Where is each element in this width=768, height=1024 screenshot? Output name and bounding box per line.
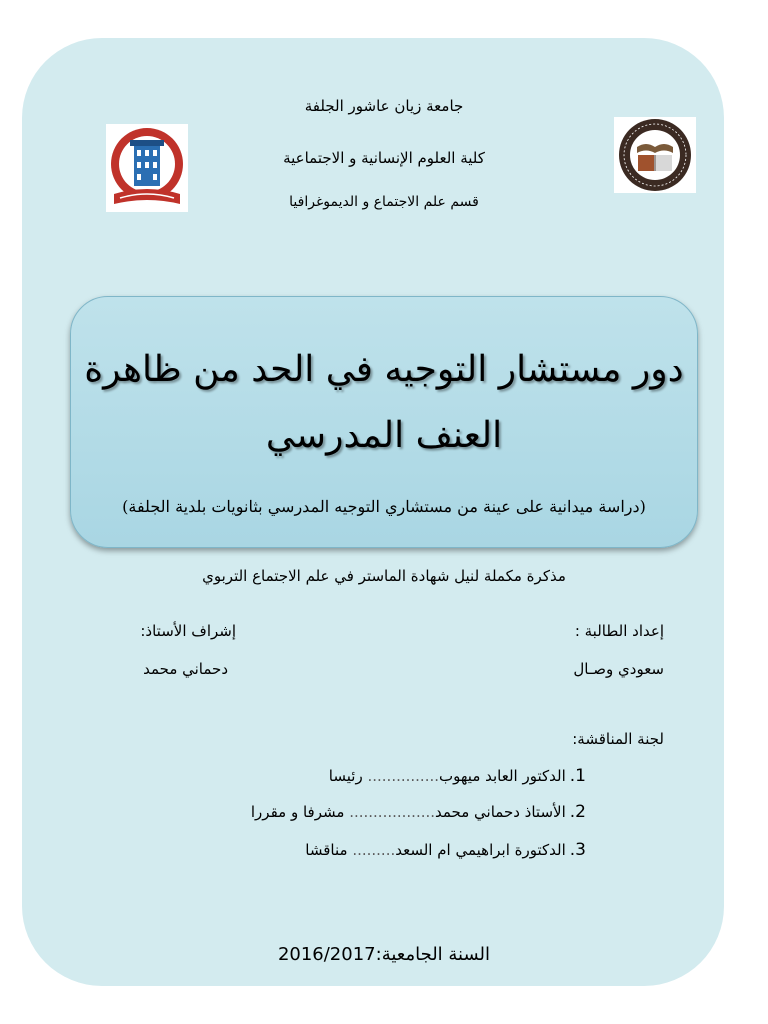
member-name: الدكتورة ابراهيمي ام السعد	[395, 841, 566, 859]
committee-label: لجنة المناقشة:	[572, 730, 664, 748]
thesis-title-line1: دور مستشار التوجيه في الحد من ظاهرة	[84, 349, 684, 390]
member-number: 1.	[569, 766, 586, 786]
thesis-title-line2: العنف المدرسي	[265, 415, 503, 456]
member-role: رئيسا	[328, 767, 363, 785]
member-dots: ...............	[367, 767, 440, 785]
member-number: 3.	[569, 840, 586, 860]
member-role: مشرفا و مقررا	[250, 803, 345, 821]
faculty-name: كلية العلوم الإنسانية و الاجتماعية	[283, 149, 485, 167]
university-name: جامعة زيان عاشور الجلفة	[304, 97, 464, 115]
member-name: الدكتور العابد ميهوب	[439, 767, 566, 785]
member-name: الأستاذ دحماني محمد	[435, 803, 566, 821]
faculty-emblem-icon	[106, 124, 188, 212]
member-number: 2.	[569, 802, 586, 822]
committee-member	[305, 840, 586, 860]
thesis-subtitle: (دراسة ميدانية على عينة من مستشاري التوجيه المدرسي بثانويات بلدية الجلفة)	[122, 497, 646, 516]
academic-year: السنة الجامعية:2016/2017	[277, 944, 491, 965]
supervisor-label: إشراف الأستاذ:	[140, 622, 236, 640]
title-box	[70, 296, 698, 548]
supervisor-name: دحماني محمد	[143, 660, 228, 678]
committee-member	[329, 766, 586, 786]
student-name: سعودي وصـال	[573, 660, 664, 678]
memo-purpose: مذكرة مكملة لنيل شهادة الماستر في علم الاجتماع التربوي	[202, 567, 566, 585]
department-name: قسم علم الاجتماع و الديموغرافيا	[289, 194, 479, 210]
student-label: إعداد الطالبة :	[574, 622, 664, 640]
member-dots: ..................	[349, 803, 436, 821]
university-seal-icon	[614, 117, 696, 193]
member-dots: .........	[352, 841, 396, 859]
committee-member	[251, 802, 586, 822]
member-role: مناقشا	[305, 841, 348, 859]
